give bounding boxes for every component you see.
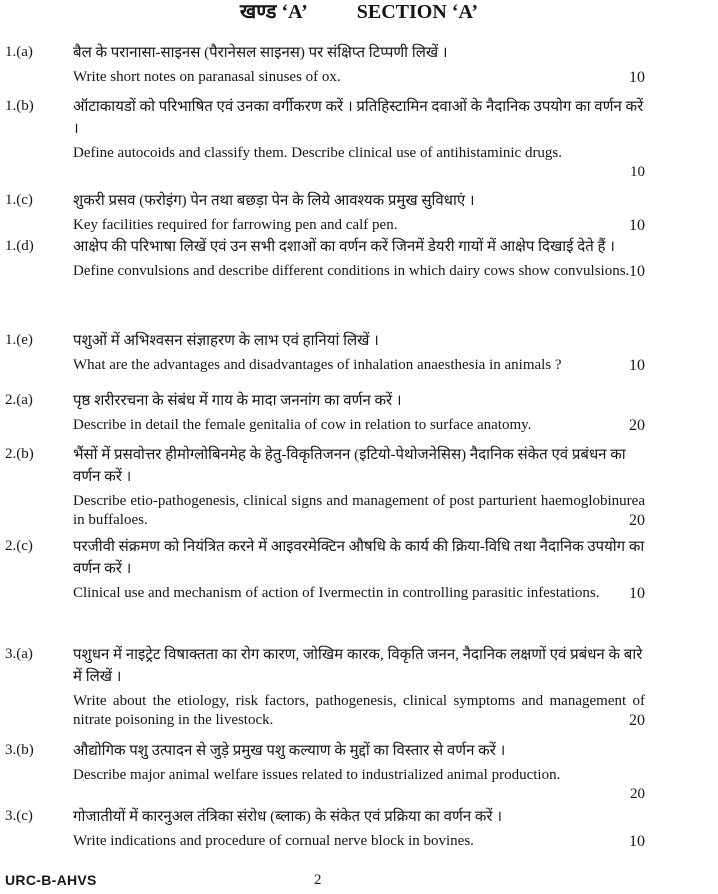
question-text-english: Define convulsions and describe different conditions in which dairy cows show convulsions.	[73, 263, 630, 279]
question-number: 2.(a)	[5, 392, 33, 408]
question-item	[0, 236, 718, 328]
question-marks: 20	[630, 786, 645, 802]
question-text-english: Key facilities required for farrowing pen and calf pen.	[73, 217, 398, 233]
question-text-hindi: आक्षेप की परिभाषा लिखें एवं उन सभी दशाओं का वर्णन करें जिनमें डेयरी गायों में आक्षेप दिखाई देते हैं ।	[73, 239, 615, 255]
question-marks: 10	[629, 585, 645, 602]
question-number: 1.(e)	[5, 332, 33, 348]
question-text-hindi: शुकरी प्रसव (फरोइंग) पेन तथा बछड़ा पेन के लिये आवश्यक प्रमुख सुविधाएं ।	[73, 193, 475, 209]
question-marks: 20	[629, 512, 645, 529]
question-text-hindi: भैंसों में प्रसवोत्तर हीमोग्लोबिनमेह के हेतु-विकृतिजनन (इटियो-पेथोजनेसिस) नैदानिक संकेत एवं प्रबंधन का वर्णन करें ।	[73, 447, 626, 485]
question-marks: 10	[630, 164, 645, 180]
question-text-hindi: पशुधन में नाइट्रेट विषाक्तता का रोग कारण, जोखिम कारक, विकृति जनन, नैदानिक लक्षणों एवं प्रबंधन के बारे में लिखें ।	[73, 647, 643, 685]
question-item	[0, 390, 718, 438]
question-number: 3.(a)	[5, 646, 33, 662]
question-marks: 10	[629, 217, 645, 234]
question-item	[0, 740, 718, 804]
question-text-english: Describe in detail the female genitalia of cow in relation to surface anatomy.	[73, 417, 532, 433]
question-item	[0, 806, 718, 854]
question-text-hindi: परजीवी संक्रमण को नियंत्रित करने में आइवरमेक्टिन औषधि के कार्य की क्रिया-विधि तथा नैदानिक उपयोग का वर्णन करें ।	[73, 539, 645, 577]
question-number: 1.(d)	[5, 238, 34, 254]
section-title-hindi: खण्ड ‘A’	[239, 1, 308, 23]
question-text-english: Define autocoids and classify them. Describe clinical use of antihistaminic drugs.	[73, 145, 563, 161]
question-number: 3.(c)	[5, 808, 33, 824]
question-text-hindi: पृष्ठ शरीररचना के संबंध में गाय के मादा जननांग का वर्णन करें ।	[73, 393, 402, 409]
paper-code: URC-B-AHVS	[5, 872, 97, 888]
question-number: 1.(c)	[5, 192, 33, 208]
question-text-english: What are the advantages and disadvantages of inhalation anaesthesia in animals ?	[73, 357, 562, 373]
page-number: 2	[314, 872, 322, 888]
question-text-english: Describe major animal welfare issues related to industrialized animal production.	[73, 767, 561, 783]
question-text-hindi: औद्योगिक पशु उत्पादन से जुड़े प्रमुख पशु कल्याण के मुद्दों का विस्तार से वर्णन करें ।	[73, 743, 506, 759]
question-item	[0, 444, 718, 536]
question-marks: 10	[629, 263, 645, 280]
question-number: 1.(b)	[5, 98, 34, 114]
question-text-english: Describe etio-pathogenesis, clinical signs and management of post parturient haemoglobinurea in buffaloes.	[73, 493, 645, 528]
question-marks: 20	[629, 712, 645, 729]
question-text-english: Write about the etiology, risk factors, pathogenesis, clinical symptoms and management of nitrate poisoning in the livestock.	[73, 693, 645, 728]
section-title	[0, 0, 718, 24]
question-number: 2.(c)	[5, 538, 33, 554]
question-item	[0, 96, 718, 188]
question-number: 3.(b)	[5, 742, 34, 758]
question-item	[0, 644, 718, 736]
question-marks: 10	[629, 833, 645, 850]
question-text-english: Write short notes on paranasal sinuses of ox.	[73, 69, 341, 85]
question-text-hindi: गोजातीयों में कारनुअल तंत्रिका संरोध (ब्लाक) के संकेत एवं प्रक्रिया का वर्णन करें ।	[73, 809, 503, 825]
question-number: 1.(a)	[5, 44, 33, 60]
question-item	[0, 536, 718, 628]
question-text-english: Clinical use and mechanism of action of Ivermectin in controlling parasitic infestations.	[73, 585, 600, 601]
question-marks: 20	[629, 417, 645, 434]
question-item	[0, 330, 718, 378]
question-number: 2.(b)	[5, 446, 34, 462]
question-text-hindi: बैल के परानासा-साइनस (पैरानेसल साइनस) पर संक्षिप्त टिप्पणी लिखें ।	[73, 45, 448, 61]
section-title-english: SECTION ‘A’	[356, 1, 479, 23]
question-text-hindi: पशुओं में अभिश्वसन संज्ञाहरण के लाभ एवं हानियां लिखें ।	[73, 333, 379, 349]
question-text-english: Write indications and procedure of cornual nerve block in bovines.	[73, 833, 474, 849]
question-item	[0, 190, 718, 236]
question-item	[0, 42, 718, 92]
question-text-hindi: ऑटाकायडों को परिभाषित एवं उनका वर्गीकरण करें । प्रतिहिस्टामिन दवाओं के नैदानिक उपयोग का वर्णन करें ।	[73, 99, 644, 137]
question-marks: 10	[629, 69, 645, 86]
question-marks: 10	[629, 357, 645, 374]
